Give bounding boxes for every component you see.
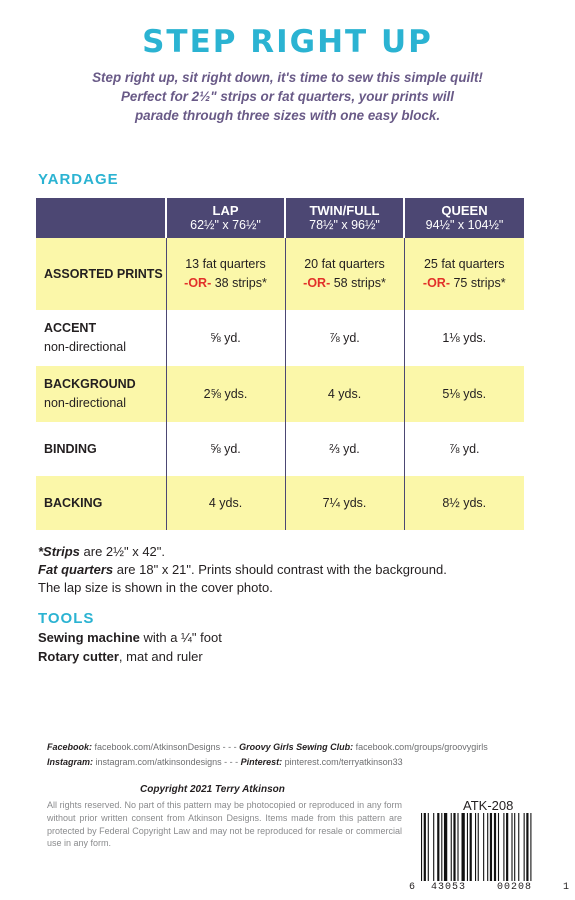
cell-twin-full: 7¼ yds.	[285, 476, 404, 530]
tools-heading: TOOLS	[38, 610, 95, 627]
strips-desc: are 2½" x 42".	[79, 544, 166, 559]
barcode-digit-right: 1	[563, 882, 571, 893]
column-queen	[404, 198, 524, 238]
row-label: ACCENT	[44, 321, 97, 335]
fat-quarters-term: Fat quarters	[38, 562, 114, 577]
cell-twin-full: ⅞ yd.	[285, 310, 404, 366]
instagram-label: Instagram:	[47, 757, 94, 767]
groovy-label: Groovy Girls Sewing Club:	[239, 742, 354, 752]
fat-quarters-note	[38, 561, 528, 579]
row-accent	[36, 310, 524, 366]
row-assorted-prints	[36, 238, 524, 310]
copyright: Copyright 2021 Terry Atkinson	[140, 784, 285, 795]
row-label: BINDING	[44, 441, 97, 456]
rights-statement: All rights reserved. No part of this pattern may be photocopied or reproduced in any form without prior written consent from Atkinson Designs. Items made from this pattern are protected by Federal Copyright Law and may not be reproduced for resale or commercial use in any form.	[47, 800, 402, 849]
row-label-cell	[36, 422, 166, 476]
tool-item	[38, 628, 222, 647]
pinterest-label: Pinterest:	[240, 757, 283, 767]
cell-lap	[166, 238, 285, 310]
cell-line-1: 20 fat quarters	[304, 257, 385, 271]
tool-name: Rotary cutter	[38, 649, 119, 664]
cell-line-2: 58 strips*	[330, 276, 386, 290]
facebook-link[interactable]: facebook.com/AtkinsonDesigns	[94, 742, 221, 752]
yardage-table	[36, 198, 524, 530]
row-label: BACKGROUND	[44, 377, 136, 391]
row-background	[36, 366, 524, 422]
barcode-digit-left: 6	[409, 882, 417, 893]
row-label-cell	[36, 310, 166, 366]
row-label-cell	[36, 366, 166, 422]
social-line-2	[47, 757, 567, 767]
barcode-digits-1: 43053	[431, 882, 467, 893]
cell-twin-full	[285, 238, 404, 310]
groovy-link[interactable]: facebook.com/groups/groovygirls	[355, 742, 488, 752]
row-label-cell	[36, 476, 166, 530]
intro-line-2: Perfect for 2½" strips or fat quarters, your prints will	[120, 89, 454, 104]
column-name: LAP	[212, 203, 239, 218]
cell-queen: 5⅛ yds.	[404, 366, 524, 422]
column-size: 78½" x 96½"	[309, 218, 380, 232]
pinterest-link[interactable]: pinterest.com/terryatkinson33	[284, 757, 403, 767]
row-sublabel: non-directional	[44, 340, 126, 354]
cell-lap: ⅝ yd.	[166, 422, 285, 476]
cell-line-1: 25 fat quarters	[423, 257, 505, 271]
tools-list	[38, 628, 222, 666]
row-label: BACKING	[44, 495, 103, 510]
barcode-digits-2: 00208	[497, 882, 533, 893]
cell-line-1: 13 fat quarters	[185, 257, 266, 271]
pattern-title: STEP RIGHT UP	[142, 24, 433, 60]
yardage-notes	[38, 543, 528, 597]
cell-twin-full: ⅔ yd.	[285, 422, 404, 476]
cell-line-2: 75 strips*	[449, 276, 506, 290]
instagram-link[interactable]: instagram.com/atkinsondesigns	[95, 757, 222, 767]
row-binding	[36, 422, 524, 476]
row-label-cell	[36, 238, 166, 310]
column-name: QUEEN	[441, 203, 488, 218]
cell-lap: 4 yds.	[166, 476, 285, 530]
cell-lap: 2⅝ yds.	[166, 366, 285, 422]
column-size: 62½" x 76½"	[190, 218, 261, 232]
row-label: ASSORTED PRINTS	[44, 266, 163, 281]
column-name: TWIN/FULL	[309, 203, 380, 218]
or-label: -OR-	[303, 276, 331, 290]
header-blank-cell	[36, 198, 166, 238]
strips-note	[38, 543, 528, 561]
cell-lap: ⅝ yd.	[166, 310, 285, 366]
cell-queen: 8½ yds.	[404, 476, 524, 530]
cell-queen: 1⅛ yds.	[404, 310, 524, 366]
cell-line-2: 38 strips*	[211, 276, 267, 290]
column-size: 94½" x 104½"	[425, 218, 504, 232]
row-sublabel: non-directional	[44, 396, 126, 410]
tool-item	[38, 647, 222, 666]
or-label: -OR-	[184, 276, 212, 290]
yardage-header-row	[36, 198, 524, 238]
or-label: -OR-	[422, 276, 450, 290]
cell-twin-full: 4 yds.	[285, 366, 404, 422]
social-line-1	[47, 742, 567, 752]
cell-queen: ⅞ yd.	[404, 422, 524, 476]
barcode	[417, 813, 573, 881]
yardage-heading: YARDAGE	[38, 171, 119, 188]
column-twin-full	[285, 198, 404, 238]
tool-name: Sewing machine	[38, 630, 140, 645]
lap-note: The lap size is shown in the cover photo.	[38, 580, 273, 595]
facebook-label: Facebook:	[47, 742, 93, 752]
column-lap	[166, 198, 285, 238]
fat-quarters-desc: are 18" x 21". Prints should contrast with the background.	[113, 562, 447, 577]
intro-line-3: parade through three sizes with one easy block.	[134, 108, 441, 123]
tool-detail: with a ¼" foot	[139, 630, 222, 645]
cell-queen	[404, 238, 524, 310]
intro-line-1: Step right up, sit right down, it's time to sew this simple quilt!	[92, 70, 483, 85]
intro-text	[60, 68, 515, 125]
row-backing	[36, 476, 524, 530]
sku-code: ATK-208	[463, 798, 514, 813]
tool-detail: , mat and ruler	[118, 649, 203, 664]
separator: - - -	[221, 757, 241, 767]
strips-term: *Strips	[38, 544, 80, 559]
separator: - - -	[220, 742, 240, 752]
